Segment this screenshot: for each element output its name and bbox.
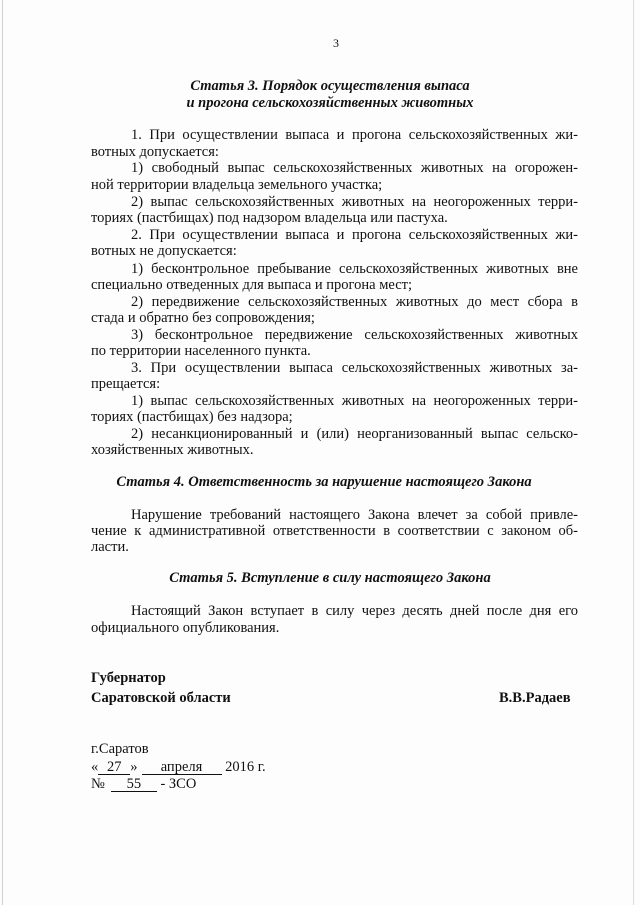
article-3-line: стада и обратно без сопровождения; bbox=[91, 310, 315, 326]
article-3-line: 2) выпас сельскохозяйственных животных на неогороженных терри- bbox=[131, 194, 578, 210]
article-3-line: 3. При осуществлении выпаса сельскохозяйственных животных за- bbox=[131, 360, 578, 376]
article-5-title: Статья 5. Вступление в силу настоящего Закона bbox=[169, 570, 491, 586]
scan-edge-right bbox=[633, 0, 634, 905]
scan-edge-left bbox=[2, 0, 3, 905]
date-day: 27 bbox=[98, 760, 130, 775]
footer-city: г.Саратов bbox=[91, 741, 149, 757]
article-3-line: по территории населенного пункта. bbox=[91, 343, 311, 359]
article-3-line: 1. При осуществлении выпаса и прогона сельскохозяйственных жи- bbox=[131, 127, 578, 143]
signatory-position-line-2: Саратовской области bbox=[91, 690, 231, 706]
article-4-title: Статья 4. Ответственность за нарушение настоящего Закона bbox=[116, 474, 532, 490]
article-3-line: вотных не допускается: bbox=[91, 243, 237, 259]
article-3-line: ной территории владельца земельного участка; bbox=[91, 177, 383, 193]
article-3-line: 1) бесконтрольное пребывание сельскохозяйственных животных вне bbox=[131, 261, 578, 277]
article-3-line: 2) передвижение сельскохозяйственных животных до мест сбора в bbox=[131, 294, 578, 310]
article-3-line: ториях (пастбищах) без надзора; bbox=[91, 409, 293, 425]
date-month: апреля bbox=[142, 760, 222, 775]
article-3-line: 3) бесконтрольное передвижение сельскохозяйственных животных bbox=[131, 327, 578, 343]
footer-date bbox=[91, 759, 266, 775]
date-close-quote: » bbox=[130, 759, 138, 775]
article-3-line: хозяйственных животных. bbox=[91, 442, 254, 458]
article-4-line: чение к административной ответственности в соответствии с законом об- bbox=[91, 523, 578, 539]
date-year: 2016 г. bbox=[225, 759, 266, 775]
date-open-quote: « bbox=[91, 759, 99, 775]
article-3-line: 1) выпас сельскохозяйственных животных на неогороженных терри- bbox=[131, 393, 578, 409]
article-4-line: ласти. bbox=[91, 539, 129, 555]
signatory-name: В.В.Радаев bbox=[499, 690, 571, 706]
article-3-line: 2) несанкционированный и (или) неорганизованный выпас сельско- bbox=[131, 426, 578, 442]
article-5-line: официального опубликования. bbox=[91, 620, 280, 636]
article-3-line: прещается: bbox=[91, 376, 161, 392]
article-3-title-line-2: и прогона сельскохозяйственных животных bbox=[186, 95, 474, 111]
signatory-position-line-1: Губернатор bbox=[91, 670, 166, 686]
page-number: 3 bbox=[333, 36, 339, 50]
footer-number bbox=[91, 776, 196, 792]
article-3-line: специально отведенных для выпаса и прогона мест; bbox=[91, 277, 412, 293]
number-suffix: - ЗСО bbox=[160, 776, 197, 792]
article-3-title-line-1: Статья 3. Порядок осуществления выпаса bbox=[190, 78, 470, 94]
article-3-line: 2. При осуществлении выпаса и прогона сельскохозяйственных жи- bbox=[131, 227, 578, 243]
article-3-line: ториях (пастбищах) под надзором владельца или пастуха. bbox=[91, 210, 448, 226]
law-number: 55 bbox=[111, 777, 157, 792]
article-4-line: Нарушение требований настоящего Закона влечет за собой привле- bbox=[131, 507, 578, 523]
article-5-line: Настоящий Закон вступает в силу через десять дней после дня его bbox=[131, 603, 578, 619]
number-label: № bbox=[91, 776, 105, 792]
article-3-line: вотных допускается: bbox=[91, 144, 219, 160]
article-3-line: 1) свободный выпас сельскохозяйственных животных на огорожен- bbox=[131, 160, 578, 176]
